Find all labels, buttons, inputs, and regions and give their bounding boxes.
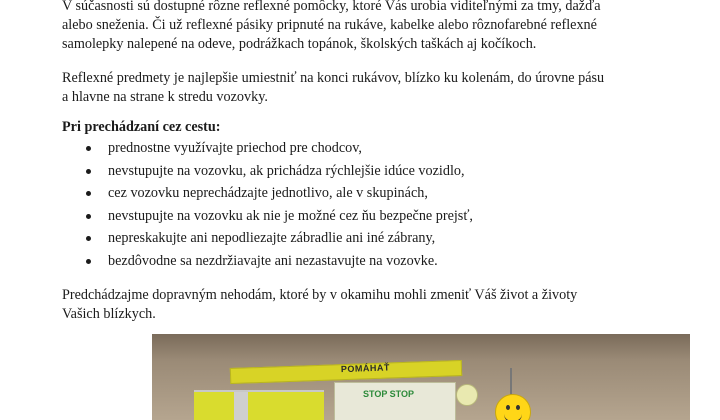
reflective-armband bbox=[230, 360, 462, 384]
paragraph-reflective-aids bbox=[62, 0, 682, 54]
bullet-icon bbox=[86, 191, 91, 196]
smiley-eye bbox=[506, 405, 510, 410]
list-item-text: nevstupujte na vozovku, ak prichádza rýchlejšie idúce vozidlo, bbox=[108, 162, 465, 179]
list-item-text: nepreskakujte ani nepodliezajte zábradlie ani iné zábrany, bbox=[108, 230, 436, 247]
text-line: alebo sneženia. Či už reflexné pásiky pripnuté na rukáve, kabelke alebo rôznofarebné reflexné bbox=[62, 17, 597, 33]
bullet-icon bbox=[86, 214, 91, 219]
smiley-icon bbox=[495, 394, 531, 420]
list-item-text: cez vozovku neprechádzajte jednotlivo, ale v skupinách, bbox=[108, 185, 428, 202]
armband-text: POMÁHAŤ bbox=[340, 362, 391, 375]
paragraph-placement bbox=[62, 69, 682, 107]
reflective-vest bbox=[194, 390, 324, 420]
bullet-list bbox=[62, 139, 682, 275]
reflective-items-photo bbox=[152, 334, 690, 420]
text-line: samolepky nalepené na odeve, podrážkach topánok, školských taškách aj kočíkoch. bbox=[62, 36, 537, 52]
bag-text: STOP STOP bbox=[363, 389, 415, 399]
bullet-icon bbox=[86, 146, 91, 151]
text-line: Predchádzajme dopravným nehodám, ktoré by v okamihu mohli zmeniť Váš život a životy bbox=[62, 287, 578, 303]
reflective-pendant bbox=[456, 384, 478, 406]
list-item-text: nevstupujte na vozovku ak nie je možné cez ňu bezpečne prejsť, bbox=[108, 207, 473, 224]
bullet-icon bbox=[86, 259, 91, 264]
bullet-icon bbox=[86, 236, 91, 241]
bullet-icon bbox=[86, 169, 91, 174]
text-line: V súčasnosti sú dostupné rôzne reflexné pomôcky, ktoré Vás urobia viditeľnými za tmy, dažďa bbox=[62, 0, 601, 14]
list-item bbox=[62, 184, 682, 207]
list-item bbox=[62, 162, 682, 185]
section-heading: Pri prechádzaní cez cestu: bbox=[62, 119, 221, 135]
list-item bbox=[62, 229, 682, 252]
list-item bbox=[62, 139, 682, 162]
paragraph-closing bbox=[62, 286, 682, 324]
pendant-string bbox=[510, 368, 512, 396]
text-line: Vašich blízkych. bbox=[62, 306, 156, 322]
list-item bbox=[62, 252, 682, 275]
list-item-text: prednostne využívajte priechod pre chodcov, bbox=[108, 140, 362, 156]
vest-stripe bbox=[234, 392, 248, 420]
list-item bbox=[62, 207, 682, 230]
list-item-text: bezdôvodne sa nezdržiavajte ani nezastavujte na vozovke. bbox=[108, 252, 438, 269]
reflective-bag bbox=[334, 382, 456, 420]
smiley-mouth bbox=[504, 412, 522, 420]
text-line: Reflexné predmety je najlepšie umiestniť na konci rukávov, blízko ku kolenám, do úrovne pásu bbox=[62, 70, 605, 86]
text-line: a hlavne na strane k stredu vozovky. bbox=[62, 89, 268, 105]
smiley-eye bbox=[516, 405, 520, 410]
